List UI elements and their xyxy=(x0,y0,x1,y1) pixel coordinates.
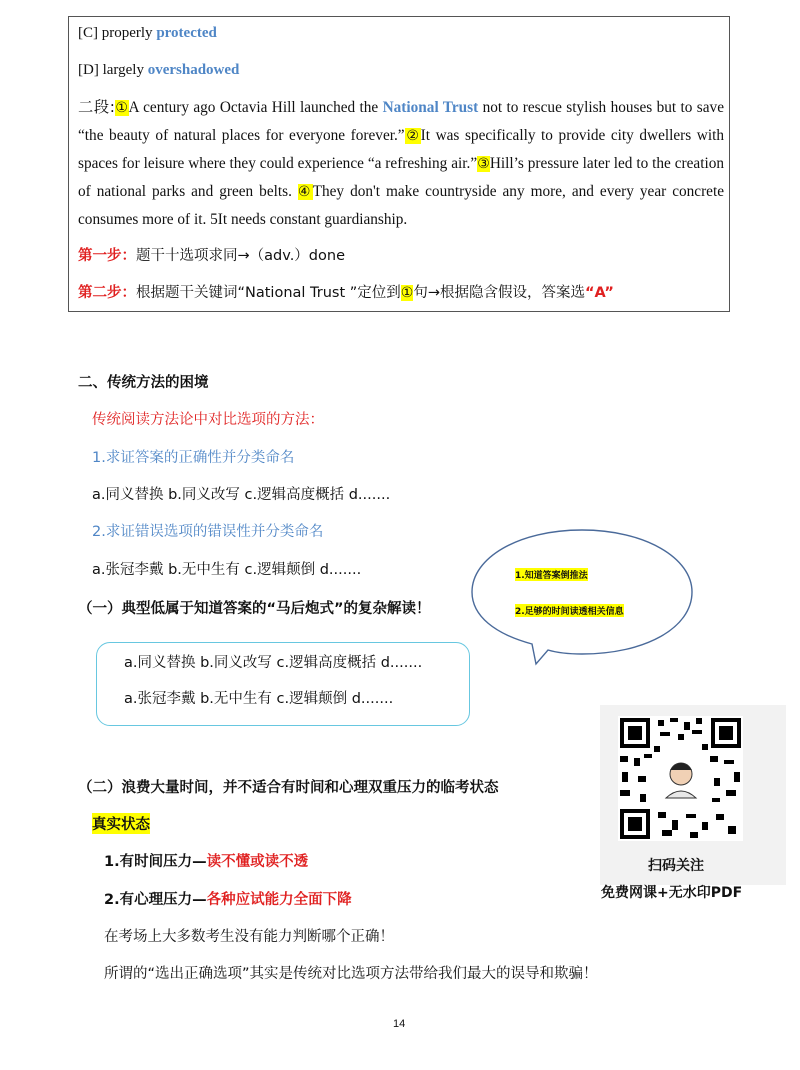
bubble-line-2: 2.足够的时间读透相关信息 xyxy=(515,604,624,617)
point-1-items: a.同义替换 b.同义改写 c.逻辑高度概括 d....... xyxy=(92,487,391,503)
note-1: 在考场上大多数考生没有能力判断哪个正确！ xyxy=(104,929,394,945)
step-2 xyxy=(78,281,614,302)
note-2: 所谓的“选出正确选项”其实是传统对比选项方法带给我们最大的误导和欺骗！ xyxy=(104,966,598,982)
option-d xyxy=(78,62,239,79)
option-d-keyword: overshadowed xyxy=(147,62,240,78)
step-2-answer: “A” xyxy=(585,285,614,301)
sentence-marker-4: ④ xyxy=(297,184,313,200)
option-d-text: [D] largely xyxy=(78,62,148,78)
sentence-1a: A century ago Octavia Hill launched the xyxy=(128,99,383,116)
point-2-items: a.张冠李戴 b.无中生有 c.逻辑颠倒 d....... xyxy=(92,562,362,578)
part-2-heading: （二）浪费大量时间，并不适合有时间和心理双重压力的临考状态 xyxy=(78,780,499,796)
option-c-keyword: protected xyxy=(156,25,217,41)
point-1-title: 1.求证答案的正确性并分类命名 xyxy=(92,450,295,466)
passage-paragraph xyxy=(78,94,724,233)
keyword-national-trust: National Trust xyxy=(382,99,479,116)
step-2-marker: ① xyxy=(400,285,414,301)
pressure-2 xyxy=(104,888,352,909)
sentence-3: Hill’s pressure later led to the creation of national parks and green belts. xyxy=(78,155,725,200)
sentence-marker-2: ② xyxy=(404,128,421,144)
pressure-1-label: 1.有时间压力— xyxy=(104,854,207,870)
option-c-text: [C] properly xyxy=(78,25,157,41)
paragraph-label: 二段: xyxy=(78,98,115,116)
step-1-label: 第一步： xyxy=(78,248,136,264)
point-2-title: 2.求证错误选项的错误性并分类命名 xyxy=(92,524,324,540)
step-1 xyxy=(78,244,345,265)
pressure-1-effect: 读不懂或读不透 xyxy=(206,854,309,870)
step-2-text-b: 句→根据隐含假设，答案选 xyxy=(413,285,585,301)
sentence-marker-1: ① xyxy=(114,100,129,116)
qr-caption-1: 扫码关注 xyxy=(648,858,704,874)
speech-bubble xyxy=(470,528,700,670)
pressure-2-effect: 各种应试能力全面下降 xyxy=(206,892,352,908)
sentence-marker-3: ③ xyxy=(477,156,490,172)
bubble-line-1: 1.知道答案倒推法 xyxy=(515,568,588,581)
section-subheading: 传统阅读方法论中对比选项的方法： xyxy=(92,412,324,428)
step-2-text-a: 根据题干关键词“National Trust ”定位到 xyxy=(136,285,401,301)
qr-caption-2: 免费网课+无水印PDF xyxy=(601,885,743,901)
pressure-2-label: 2.有心理压力— xyxy=(104,892,207,908)
sentence-1b: not to rescue stylish houses but to save “the beauty of natural places for everyone forever.” xyxy=(78,99,724,144)
sentence-2: It was specifically to provide city dwellers with spaces for leisure where they could experience “a refreshing air.” xyxy=(78,127,724,172)
section-heading: 二、传统方法的困境 xyxy=(78,375,209,391)
option-c xyxy=(78,25,217,42)
qr-code-icon[interactable] xyxy=(618,716,743,841)
box-line-1: a.同义替换 b.同义改写 c.逻辑高度概括 d....... xyxy=(124,655,423,671)
box-line-2: a.张冠李戴 b.无中生有 c.逻辑颠倒 d....... xyxy=(124,691,394,707)
part-1-heading: （一）典型低属于知道答案的“马后炮式”的复杂解读！ xyxy=(78,601,431,617)
step-1-text: 题干十选项求同→（adv.）done xyxy=(136,248,345,264)
real-state-label: 真实状态 xyxy=(92,813,150,834)
pressure-1 xyxy=(104,850,308,871)
page-number: 14 xyxy=(393,1018,406,1030)
sentence-4: They don't make countryside any more, and every year concrete consumes more of it. 5It needs constant guardianship. xyxy=(78,183,724,228)
step-2-label: 第二步： xyxy=(78,285,136,301)
